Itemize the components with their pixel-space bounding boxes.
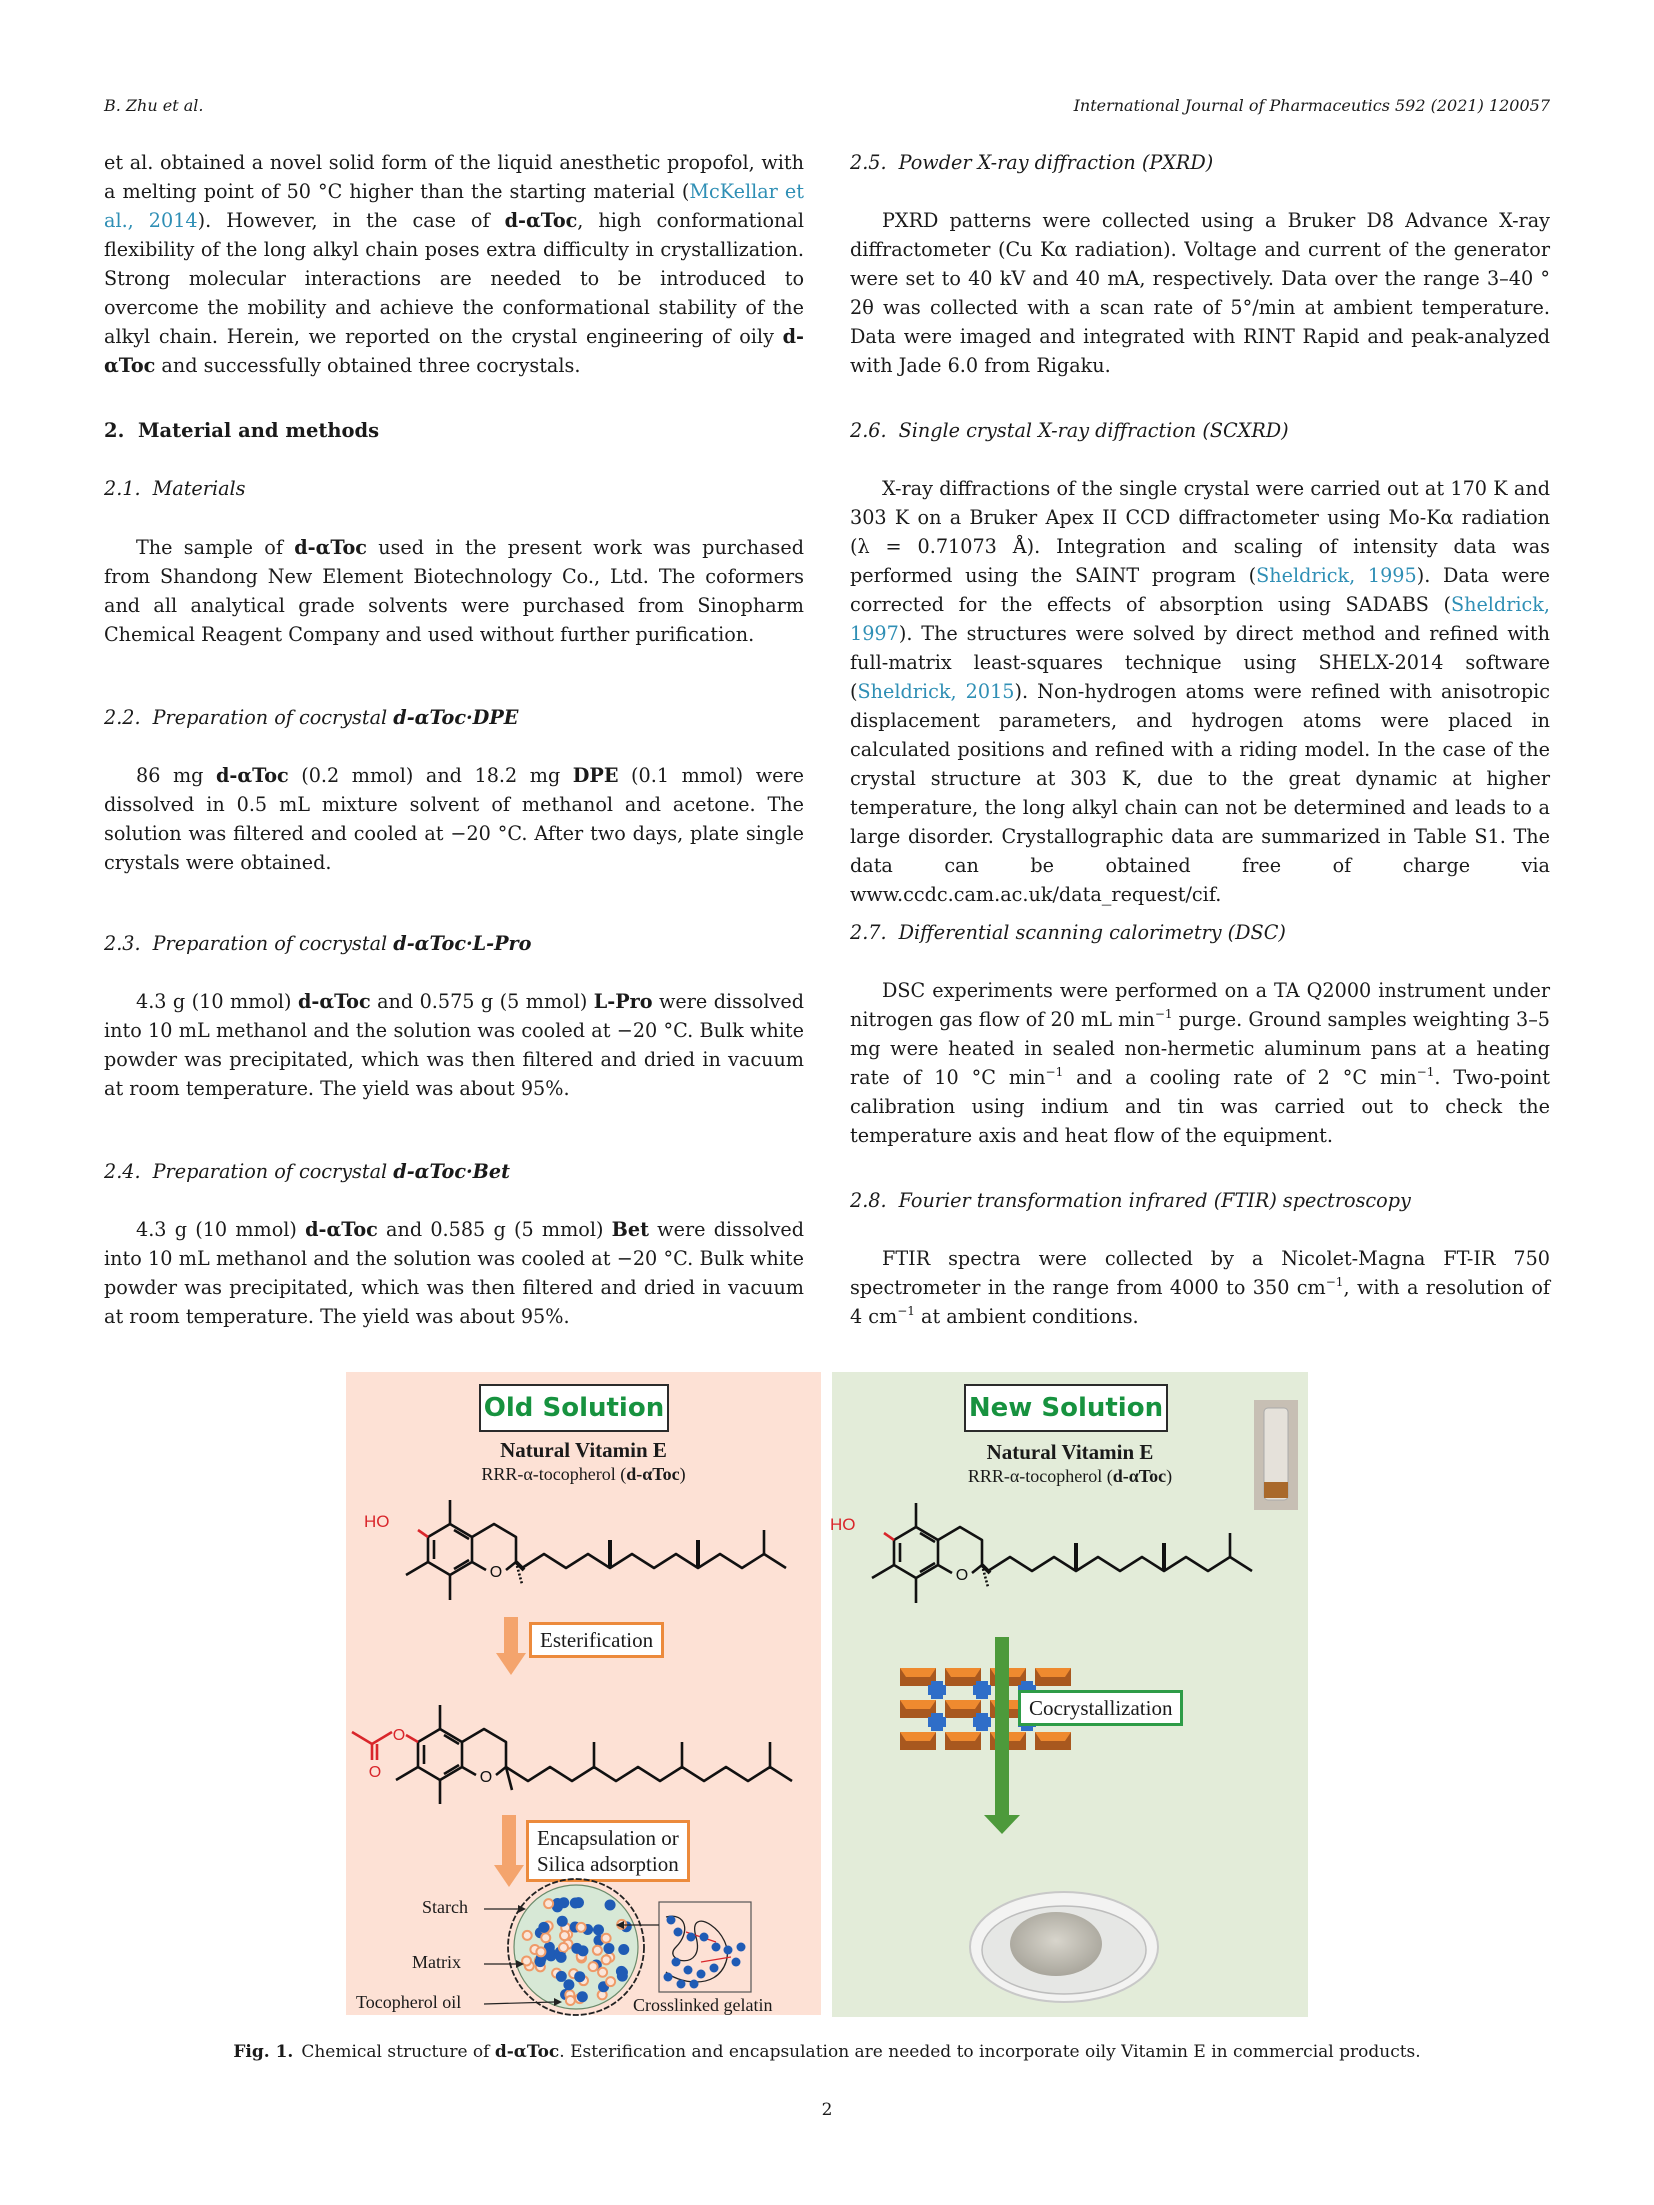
compound-name: d-αToc (215, 764, 289, 787)
gelatin-bead (667, 1916, 676, 1925)
superscript: −1 (897, 1304, 915, 1318)
superscript: −1 (1416, 1065, 1435, 1079)
paragraph-dsc (850, 976, 1550, 1150)
matrix-particle (560, 1931, 569, 1940)
tocopherol-droplet (603, 1943, 614, 1954)
text: FTIR spectra were collected by a Nicolet-Magna FT-IR 750 spectrometer in the range from 4000 to 350 cm (850, 1247, 1550, 1299)
text: and 0.585 g (5 mmol) (377, 1218, 612, 1241)
section-heading-2 (104, 416, 804, 445)
citation-link[interactable]: Sheldrick, 1997 (850, 593, 1550, 645)
matrix-particle (536, 1947, 545, 1956)
gelatin-bead (664, 1973, 673, 1982)
panel-title: Old Solution (479, 1384, 669, 1432)
intro-paragraph (104, 148, 804, 380)
matrix-particle (523, 1931, 532, 1940)
matrix-particle (589, 1962, 598, 1971)
figure-panel-old-solution (346, 1372, 821, 2015)
gelatin-bead (697, 1970, 706, 1979)
gelatin-bead (732, 1958, 741, 1967)
subsection-number: 2.3. (104, 932, 141, 955)
subsection-title: Powder X-ray diffraction (PXRD) (898, 151, 1214, 174)
citation-link[interactable]: Sheldrick, 1995 (1256, 564, 1417, 587)
subsection-title: Fourier transformation infrared (FTIR) spectroscopy (898, 1189, 1411, 1212)
subsection-title: Differential scanning calorimetry (DSC) (898, 921, 1286, 944)
label-tocopherol-oil: Tocopherol oil (356, 1992, 462, 2012)
gelatin-bead (684, 1966, 693, 1975)
svg-text:O: O (489, 1564, 503, 1581)
text: used in the present work was purchased from Shandong New Element Biotechnology Co., Ltd. The coformers and all analytical grade solvents were purchased from Sinopharm Chemical Reagent Company and used without further purification. (104, 536, 804, 646)
text: and successfully obtained three cocrystals. (155, 354, 581, 377)
subsection-title: Preparation of cocrystal (152, 932, 394, 955)
paragraph-scxrd (850, 474, 1550, 909)
compound-name: d-αToc (1112, 1466, 1167, 1486)
citation-link[interactable]: Sheldrick, 2015 (857, 680, 1015, 703)
gelatin-bead (700, 1933, 709, 1942)
compound-name: d-αToc (297, 990, 371, 1013)
matrix-particle (544, 1899, 553, 1908)
compound-name: d-αToc (104, 325, 804, 377)
step-label-esterification: Esterification (529, 1622, 664, 1658)
tocopherol-droplet (605, 1899, 616, 1910)
figure-panel-new-solution (832, 1372, 1308, 2017)
text: ). Data were corrected for the effects of absorption using SADABS ( (850, 564, 1550, 616)
label-crosslinked-gelatin: Crosslinked gelatin (633, 1995, 773, 2015)
compound-title: Natural Vitamin E (500, 1438, 667, 1462)
running-header-authors: B. Zhu et al. (104, 96, 204, 115)
text: 4.3 g (10 mmol) (136, 990, 298, 1013)
paragraph-ftir (850, 1244, 1550, 1331)
matrix-particle (559, 1943, 568, 1952)
subsection-number: 2.1. (104, 477, 141, 500)
label-starch: Starch (422, 1897, 468, 1917)
text: (0.2 mmol) and 18.2 mg (288, 764, 573, 787)
text: PXRD patterns were collected using a Bruker D8 Advance X-ray diffractometer (Cu Kα radiation). Voltage and current of the generator were set to 40 kV and 40 mA, respectively. Data over the range 3–40 ° 2θ was collected with a scan rate of 5°/min at ambient temperature. Data were imaged and integrated with RINT Rapid and peak-analyzed with Jade 6.0 from Rigaku. (850, 209, 1550, 377)
svg-text:O: O (479, 1769, 493, 1786)
tocopherol-droplet (571, 1943, 582, 1954)
text: 4.3 g (10 mmol) (136, 1218, 306, 1241)
compound-name: d-αToc (494, 2042, 560, 2062)
citation-link[interactable]: McKellar et al., 2014 (104, 180, 804, 232)
gelatin-bead (674, 1928, 683, 1937)
text: and a cooling rate of 2 °C min (1063, 1066, 1417, 1089)
section-number: 2. (104, 419, 125, 442)
tocopherol-droplet (617, 1971, 628, 1982)
superscript: −1 (1154, 1007, 1173, 1021)
subsection-heading-2-4 (104, 1157, 804, 1186)
svg-text:O: O (392, 1727, 406, 1744)
subsection-number: 2.4. (104, 1160, 141, 1183)
text: DSC experiments were performed on a TA Q2000 instrument under nitrogen gas flow of 20 mL min (850, 979, 1550, 1031)
compound-name: d-αToc (626, 1464, 680, 1484)
paragraph-prep-dpe (104, 761, 804, 877)
compound-name: L-Pro (593, 990, 653, 1013)
text: ) (1166, 1466, 1173, 1486)
text: ) (679, 1464, 686, 1484)
gelatin-bead (687, 1933, 696, 1942)
powder-dish-photo (832, 1372, 1308, 2017)
figure-label: Fig. 1. (233, 2042, 294, 2062)
compound-name: d-αToc·L-Pro (393, 932, 532, 955)
paragraph-prep-bet (104, 1215, 804, 1331)
text: at ambient conditions. (914, 1305, 1139, 1328)
matrix-particle (602, 1934, 611, 1943)
tocopherol-droplet (538, 1922, 549, 1933)
subsection-title: Single crystal X-ray diffraction (SCXRD) (898, 419, 1289, 442)
compound-name: d-αToc (305, 1218, 378, 1241)
text: ). The structures were solved by direct method and refined with full-matrix least-squares technique using SHELX-2014 software ( (850, 622, 1550, 703)
subsection-number: 2.8. (850, 1189, 887, 1212)
subsection-title: Preparation of cocrystal (152, 1160, 394, 1183)
section-title: Material and methods (137, 419, 380, 442)
gelatin-bead (672, 1958, 681, 1967)
gelatin-bead (690, 1980, 699, 1989)
step-label-cocrystallization: Cocrystallization (1018, 1690, 1183, 1726)
tocopherol-droplet (574, 1971, 585, 1982)
text: were dissolved into 10 mL methanol and the solution was cooled at −20 °C. Bulk white powder was precipitated, which was then filtered and dried in vacuum at room temperature. The yield was about 95%. (104, 990, 804, 1100)
paragraph-materials (104, 533, 804, 649)
text: Silica adsorption (537, 1852, 679, 1876)
figure-caption (0, 2042, 1654, 2062)
compound-name: Bet (611, 1218, 649, 1241)
text: , with a resolution of 4 cm (850, 1276, 1550, 1328)
paragraph-pxrd (850, 206, 1550, 380)
subsection-heading-2-6 (850, 416, 1550, 445)
subsection-heading-2-8 (850, 1186, 1550, 1215)
tocopherol-droplet (593, 1924, 604, 1935)
compound-name: d-αToc·DPE (393, 706, 519, 729)
tocopherol-droplet (558, 1897, 569, 1908)
tocopherol-droplet (563, 1979, 574, 1990)
text: ). However, in the case of (197, 209, 505, 232)
subsection-heading-2-5 (850, 148, 1550, 177)
compound-name: d-αToc (294, 536, 367, 559)
matrix-particle (593, 1946, 602, 1955)
text: purge. Ground samples weighting 3–5 mg were heated in sealed non-hermetic aluminum pans at a heating rate of 10 °C min (850, 1008, 1550, 1089)
text: . Two-point calibration using indium and tin was carried out to check the temperature axis and heat flow of the equipment. (850, 1066, 1551, 1147)
compound-name: d-αToc·Bet (393, 1160, 510, 1183)
text: RRR-α-tocopherol ( (481, 1464, 627, 1484)
subsection-heading-2-3 (104, 929, 804, 958)
gelatin-bead (737, 1943, 746, 1952)
superscript: −1 (1325, 1275, 1344, 1289)
text: The sample of (136, 536, 295, 559)
matrix-particle (541, 1933, 550, 1942)
label-matrix: Matrix (412, 1952, 461, 1972)
text: RRR-α-tocopherol ( (967, 1466, 1113, 1486)
text: , high conformational flexibility of the long alkyl chain poses extra difficulty in crystallization. Strong molecular interactions are needed to be introduced to overcome the mobility and achieve the conformational stability of the alkyl chain. Herein, we reported on the crystal engineering of oily (104, 209, 804, 348)
hydroxyl-label: HO (830, 1515, 856, 1534)
gelatin-bead (712, 1943, 721, 1952)
subsection-number: 2.7. (850, 921, 887, 944)
subsection-heading-2-2 (104, 703, 804, 732)
running-header-journal: International Journal of Pharmaceutics 592 (2021) 120057 (1073, 96, 1550, 115)
tocopherol-droplet (618, 1944, 629, 1955)
subsection-number: 2.5. (850, 151, 887, 174)
gelatin-bead (724, 1946, 733, 1955)
matrix-particle (602, 1955, 611, 1964)
text: . Esterification and encapsulation are needed to incorporate oily Vitamin E in commercial products. (559, 2042, 1421, 2062)
panel-title: New Solution (964, 1384, 1168, 1432)
tocopherol-droplet (577, 1991, 588, 2002)
text: Chemical structure of (301, 2042, 495, 2062)
text: (0.1 mmol) were dissolved in 0.5 mL mixture solvent of methanol and acetone. The solution was filtered and cooled at −20 °C. After two days, plate single crystals were obtained. (104, 764, 805, 874)
compound-name: d-αToc (504, 209, 578, 232)
paragraph-prep-lpro (104, 987, 804, 1103)
gelatin-bead (710, 1964, 719, 1973)
text: et al. obtained a novel solid form of the liquid anesthetic propofol, with a melting point of 50 °C higher than the starting material ( (104, 151, 804, 203)
compound-title: Natural Vitamin E (986, 1440, 1154, 1464)
tocopherol-droplet (557, 1916, 568, 1927)
page-number: 2 (821, 2100, 833, 2120)
microcapsule-diagram (346, 1372, 821, 2015)
superscript: −1 (1045, 1065, 1064, 1079)
matrix-particle (606, 1977, 615, 1986)
matrix-particle (577, 1923, 586, 1932)
text: 86 mg (136, 764, 216, 787)
text: X-ray diffractions of the single crystal were carried out at 170 K and 303 K on a Bruker Apex II CCD diffractometer using Mo-Kα radiation (λ = 0.71073 Å). Integration and scaling of intensity data was performed using the SAINT program ( (850, 477, 1550, 587)
tocopherol-droplet (570, 1897, 581, 1908)
subsection-heading-2-1 (104, 474, 804, 503)
compound-name: DPE (572, 764, 619, 787)
text: ). Non-hydrogen atoms were refined with anisotropic displacement parameters, and hydrogen atoms were placed in calculated positions and refined with a riding model. In the case of the crystal structure at 303 K, due to the great dynamic at higher temperature, the long alkyl chain can not be determined and leads to a large disorder. Crystallographic data are summarized in Table S1. The data can be obtained free of charge via www.ccdc.cam.ac.uk/data_request/cif. (850, 680, 1550, 906)
svg-text:O: O (955, 1567, 969, 1584)
text: and 0.575 g (5 mmol) (370, 990, 594, 1013)
text: Encapsulation or (537, 1826, 679, 1850)
subsection-number: 2.6. (850, 419, 887, 442)
matrix-particle (566, 1996, 575, 2005)
subsection-title: Preparation of cocrystal (152, 706, 394, 729)
subsection-heading-2-7 (850, 918, 1550, 947)
subsection-title: Materials (152, 477, 246, 500)
gelatin-bead (677, 1980, 686, 1989)
subsection-number: 2.2. (104, 706, 141, 729)
matrix-particle (598, 1968, 607, 1977)
text: were dissolved into 10 mL methanol and the solution was cooled at −20 °C. Bulk white powder was precipitated, which was then filtered and dried in vacuum at room temperature. The yield was about 95%. (104, 1218, 804, 1328)
svg-text:O: O (368, 1764, 382, 1781)
tocopherol-droplet (556, 1952, 567, 1963)
hydroxyl-label: HO (364, 1512, 390, 1531)
tocopherol-droplet (556, 1971, 567, 1982)
